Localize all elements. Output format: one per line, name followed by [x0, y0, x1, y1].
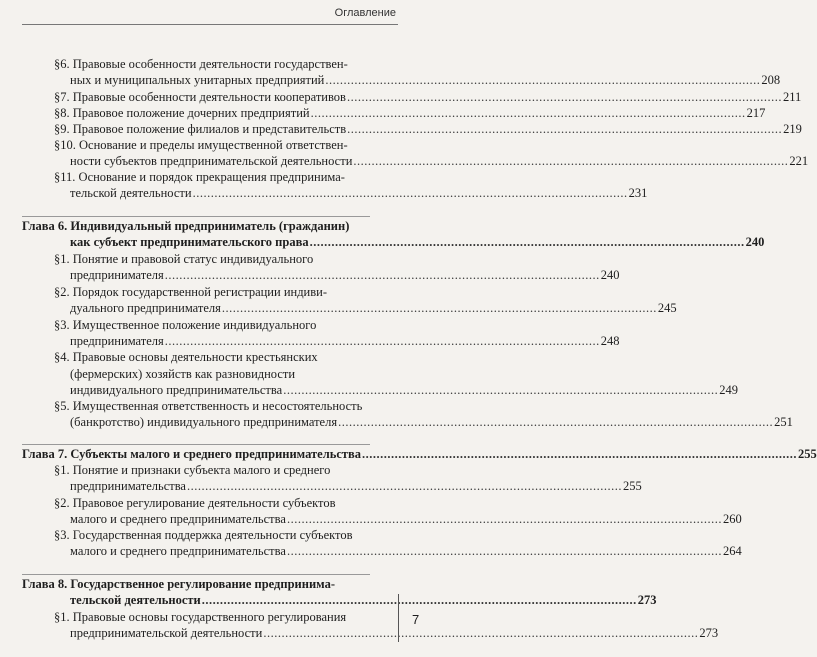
toc-entry-text: предпринимательства: [70, 479, 186, 493]
section-title: Оглавление: [334, 7, 396, 19]
toc-line[interactable]: [54, 495, 371, 511]
toc-entry-text: предпринимательской деятельности: [70, 626, 263, 640]
dot-leader: ........................................................................................................................: [347, 122, 783, 136]
toc-line[interactable]: [70, 300, 677, 316]
toc-line[interactable]: [70, 234, 765, 250]
chapter-separator: [22, 574, 370, 575]
toc-page-number: 219: [783, 122, 802, 136]
toc-page-number: 255: [623, 479, 642, 493]
toc-line[interactable]: [70, 414, 793, 430]
toc-line[interactable]: [70, 185, 648, 201]
toc-line[interactable]: [70, 543, 742, 559]
toc-entry-text: §1. Правовые основы государственного регулирования: [54, 610, 347, 624]
toc-line[interactable]: [54, 251, 371, 267]
toc-line[interactable]: [70, 333, 620, 349]
toc-line[interactable]: [70, 511, 742, 527]
toc-page-number: 221: [789, 154, 809, 168]
dot-leader: ........................................................................................................................: [310, 106, 746, 120]
toc-page-number: 208: [761, 73, 781, 87]
toc-entry-text: малого и среднего предпринимательства: [70, 544, 286, 558]
toc-entry-text: (банкротство) индивидуального предпринимателя: [70, 415, 338, 429]
toc-line[interactable]: [54, 137, 371, 153]
toc-entry-text: §5. Имущественная ответственность и несостоятельность: [54, 399, 363, 413]
toc-line[interactable]: [54, 349, 371, 365]
toc-line[interactable]: [70, 382, 738, 398]
toc-line[interactable]: [54, 462, 371, 478]
chapter-separator: [22, 444, 370, 445]
toc-page-number: 217: [746, 106, 766, 120]
toc-entry-text: §6. Правовые особенности деятельности государствен-: [54, 57, 348, 71]
toc-line[interactable]: [70, 153, 809, 169]
toc-line[interactable]: [54, 527, 371, 543]
page-number: 7: [412, 612, 420, 627]
dot-leader: ........................................................................................................................: [187, 479, 622, 493]
chapter-separator: [22, 216, 370, 217]
toc-entry-text: ных и муниципальных унитарных предприятий: [70, 73, 325, 87]
toc-entry-text: малого и среднего предпринимательства: [70, 512, 286, 526]
toc-page-number: 273: [637, 593, 657, 607]
toc-entry-text: тельской деятельности: [70, 593, 201, 607]
toc-line[interactable]: [54, 398, 371, 414]
toc-line[interactable]: [54, 609, 371, 625]
toc-entry-text: предпринимателя: [70, 268, 164, 282]
dot-leader: ........................................................................................................................: [164, 268, 600, 282]
toc-entry-text: §3. Имущественное положение индивидуального: [54, 318, 317, 332]
toc-entry-text: §3. Государственная поддержка деятельности субъектов: [54, 528, 353, 542]
toc-page-number: 273: [699, 626, 719, 640]
toc-entry-text: Глава 8. Государственное регулирование предпринима-: [22, 577, 335, 591]
toc-chapter-line[interactable]: [22, 218, 371, 234]
toc-page-number: 255: [798, 447, 817, 461]
toc-entry-text: тельской деятельности: [70, 186, 192, 200]
toc-page-number: 240: [745, 235, 765, 249]
toc-entry-text: дуального предпринимателя: [70, 301, 221, 315]
dot-leader: ........................................................................................................................: [201, 593, 637, 607]
dot-leader: ........................................................................................................................: [309, 235, 745, 249]
toc-entry-text: §10. Основание и пределы имущественной ответствен-: [54, 138, 348, 152]
toc-line[interactable]: [70, 267, 620, 283]
toc-chapter-line[interactable]: [22, 576, 371, 592]
dot-leader: ........................................................................................................................: [325, 73, 761, 87]
toc-line[interactable]: [54, 169, 371, 185]
toc-line[interactable]: [70, 478, 642, 494]
toc-page-number: 245: [657, 301, 677, 315]
toc-entry-text: Глава 7. Субъекты малого и среднего предпринимательства: [22, 447, 362, 461]
dot-leader: ........................................................................................................................: [286, 512, 722, 526]
dot-leader: ........................................................................................................................: [286, 544, 722, 558]
toc-entry-text: §4. Правовые основы деятельности крестьянских: [54, 350, 318, 364]
toc-entry-text: §2. Порядок государственной регистрации индиви-: [54, 285, 327, 299]
toc-chapter-line[interactable]: [22, 446, 817, 462]
page-number-rule: [398, 594, 399, 642]
dot-leader: ........................................................................................................................: [164, 334, 600, 348]
header-rule: [22, 24, 398, 25]
toc-page-number: 264: [722, 544, 742, 558]
toc-line[interactable]: [54, 284, 371, 300]
toc-entry-text: §2. Правовое регулирование деятельности субъектов: [54, 496, 336, 510]
dot-leader: ........................................................................................................................: [283, 383, 719, 397]
dot-leader: ........................................................................................................................: [346, 90, 782, 104]
dot-leader: ........................................................................................................................: [263, 626, 699, 640]
toc-entry-text: §9. Правовое положение филиалов и представительств: [54, 122, 347, 136]
dot-leader: ........................................................................................................................: [353, 154, 789, 168]
toc-entry-text: (фермерских) хозяйств как разновидности: [70, 367, 296, 381]
toc-line[interactable]: [54, 105, 766, 121]
toc-entry-text: §8. Правовое положение дочерних предприятий: [54, 106, 310, 120]
toc-entry-text: предпринимателя: [70, 334, 164, 348]
toc-entry-text: §1. Понятие и признаки субъекта малого и среднего: [54, 463, 331, 477]
toc-entry-text: §11. Основание и порядок прекращения предпринима-: [54, 170, 345, 184]
toc-page-number: 251: [774, 415, 793, 429]
toc-line[interactable]: [70, 72, 781, 88]
toc-page-number: 211: [782, 90, 802, 104]
toc-line[interactable]: [54, 121, 802, 137]
dot-leader: ........................................................................................................................: [192, 186, 628, 200]
toc-page-number: 249: [719, 383, 738, 397]
toc-line[interactable]: [54, 56, 371, 72]
toc-entry-text: ности субъектов предпринимательской деятельности: [70, 154, 353, 168]
toc-line[interactable]: [54, 317, 371, 333]
toc-line[interactable]: [70, 592, 657, 608]
toc-page-number: 260: [722, 512, 742, 526]
toc-line[interactable]: [70, 625, 719, 641]
toc-entry-text: Глава 6. Индивидуальный предприниматель (гражданин): [22, 219, 350, 233]
toc-page-number: 248: [600, 334, 620, 348]
dot-leader: ........................................................................................................................: [362, 447, 798, 461]
dot-leader: ........................................................................................................................: [338, 415, 774, 429]
toc-line[interactable]: [70, 366, 371, 382]
toc-entry-text: индивидуального предпринимательства: [70, 383, 283, 397]
toc-page-number: 231: [628, 186, 648, 200]
dot-leader: ........................................................................................................................: [221, 301, 657, 315]
toc-entry-text: как субъект предпринимательского права: [70, 235, 309, 249]
toc-line[interactable]: [54, 89, 802, 105]
toc-entry-text: §1. Понятие и правовой статус индивидуального: [54, 252, 314, 266]
toc-page-number: 240: [600, 268, 620, 282]
toc-entry-text: §7. Правовые особенности деятельности кооперативов: [54, 90, 346, 104]
